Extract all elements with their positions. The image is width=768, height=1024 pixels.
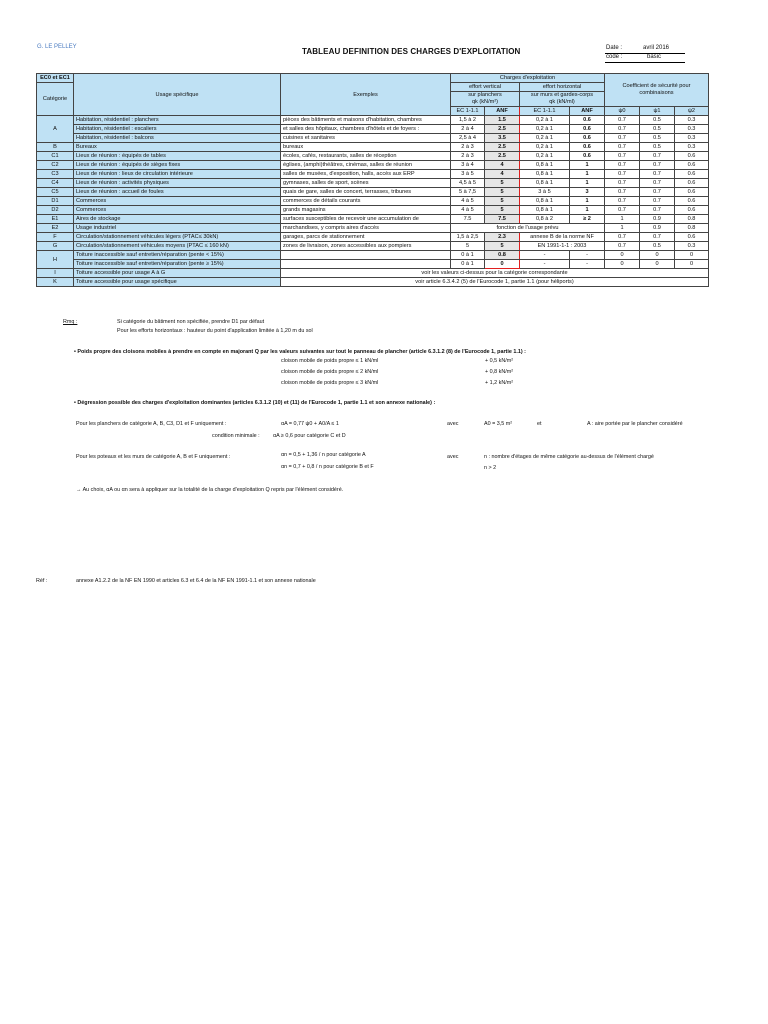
psi0-cell: 0.7 bbox=[605, 206, 640, 215]
rmq-label: Rmq : bbox=[63, 319, 78, 325]
table-row bbox=[37, 242, 709, 251]
ec-vertical: 5 à 7,5 bbox=[451, 188, 485, 197]
ec-horizontal: - bbox=[520, 260, 570, 269]
rmq-line-1: Si catégorie du bâtiment non spécifiée, prendre D1 par défaut bbox=[117, 319, 265, 325]
anf-horizontal: 1 bbox=[570, 206, 605, 215]
header-categorie: Catégorie bbox=[37, 83, 74, 116]
usage-cell: Habitation, résidentiel : balcons bbox=[74, 134, 281, 143]
ec-horizontal: 0,8 à 2 bbox=[520, 215, 570, 224]
usage-cell: Toiture accessible pour usage spécifique bbox=[74, 278, 281, 287]
table-row bbox=[37, 161, 709, 170]
anf-vertical: 5 bbox=[485, 179, 520, 188]
cloison-3-value: + 1,2 kN/m² bbox=[485, 380, 514, 386]
header-ec11-v: EC 1-1.1 bbox=[451, 107, 485, 116]
cat-cell: C4 bbox=[37, 179, 74, 188]
anf-horizontal: 1 bbox=[570, 179, 605, 188]
header-murs: sur murs et gardes-corps qk (kN/ml) bbox=[520, 92, 605, 107]
psi0-cell: 1 bbox=[605, 224, 640, 233]
condition-label: condition minimale : bbox=[212, 433, 260, 439]
anf-vertical: 2.3 bbox=[485, 233, 520, 242]
psi2-cell: 0.6 bbox=[675, 188, 709, 197]
table-row bbox=[37, 251, 709, 260]
ec-vertical: 1,5 à 2 bbox=[451, 116, 485, 125]
usage-cell: Commerces bbox=[74, 197, 281, 206]
anf-horizontal: 1 bbox=[570, 161, 605, 170]
ec-vertical: 4,5 à 5 bbox=[451, 179, 485, 188]
example-cell: surfaces susceptibles de recevoir une accumulation de bbox=[281, 215, 451, 224]
anf-vertical: 2.5 bbox=[485, 143, 520, 152]
psi1-cell: 0.5 bbox=[640, 242, 675, 251]
ec-vertical: 4 à 5 bbox=[451, 197, 485, 206]
psi0-cell: 0.7 bbox=[605, 197, 640, 206]
ec-vertical: 1,5 à 2,5 bbox=[451, 233, 485, 242]
header-psi2: ψ2 bbox=[675, 107, 709, 116]
table-row bbox=[37, 206, 709, 215]
example-cell: bureaux bbox=[281, 143, 451, 152]
usage-cell: Toiture accessible pour usage A à G bbox=[74, 269, 281, 278]
poteaux-label: Pour les poteaux et les murs de catégorie A, B et F uniquement : bbox=[76, 454, 231, 460]
date-label: Date : bbox=[606, 45, 623, 51]
header-effort-v: effort vertical bbox=[451, 83, 520, 92]
psi0-cell: 0.7 bbox=[605, 161, 640, 170]
table-row bbox=[37, 188, 709, 197]
table-row bbox=[37, 125, 709, 134]
choice-note: → Au choix, αA ou αn sera à appliquer sur la totalité de la charge d'exploitation Q repris par l'élément considéré. bbox=[76, 487, 344, 493]
psi1-cell: 0.7 bbox=[640, 170, 675, 179]
anf-vertical: 3.5 bbox=[485, 134, 520, 143]
ec-vertical: 2 à 4 bbox=[451, 125, 485, 134]
anf-vertical: 0 bbox=[485, 260, 520, 269]
psi0-cell: 0 bbox=[605, 260, 640, 269]
cat-cell: D1 bbox=[37, 197, 74, 206]
usage-cell: Lieux de réunion : accueil de foules bbox=[74, 188, 281, 197]
psi0-cell: 0.7 bbox=[605, 170, 640, 179]
anf-horizontal: 0.6 bbox=[570, 152, 605, 161]
header-psi1: ψ1 bbox=[640, 107, 675, 116]
psi0-cell: 0.7 bbox=[605, 134, 640, 143]
table-row bbox=[37, 197, 709, 206]
header-ec11-h: EC 1-1.1 bbox=[520, 107, 570, 116]
example-cell bbox=[281, 251, 451, 260]
poteaux-avec: avec bbox=[447, 454, 459, 460]
psi1-cell: 0.9 bbox=[640, 215, 675, 224]
psi2-cell: 0.8 bbox=[675, 224, 709, 233]
psi1-cell: 0.5 bbox=[640, 143, 675, 152]
e2-fonction-cell: fonction de l'usage prévu bbox=[451, 224, 605, 233]
example-cell: pièces des bâtiments et maisons d'habitation, chambres bbox=[281, 116, 451, 125]
example-cell: salles de musées, d'exposition, halls, accès aux ERP bbox=[281, 170, 451, 179]
ref-label: Réf : bbox=[36, 578, 48, 584]
ec-vertical: 4 à 5 bbox=[451, 206, 485, 215]
annexe-b-cell: annexe B de la norme NF bbox=[520, 233, 605, 242]
degression-title: • Dégression possible des charges d'exploitation dominantes (articles 6.3.1.2 (10) et (11) de l'Eurocode 1, partie 1.1 et son annexe nationale) : bbox=[74, 400, 436, 406]
planchers-a0: A0 = 3,5 m² bbox=[484, 421, 513, 427]
psi1-cell: 0.7 bbox=[640, 161, 675, 170]
psi1-cell: 0.5 bbox=[640, 125, 675, 134]
usage-cell: Usage industriel bbox=[74, 224, 281, 233]
ec-vertical: 3 à 4 bbox=[451, 161, 485, 170]
ec-horizontal: 3 à 5 bbox=[520, 188, 570, 197]
table-row bbox=[37, 278, 709, 287]
psi0-cell: 0.7 bbox=[605, 242, 640, 251]
poteaux-n: n : nombre d'étages de même catégorie au-dessus de l'élément chargé bbox=[484, 454, 654, 460]
anf-vertical: 7.5 bbox=[485, 215, 520, 224]
anf-horizontal: 1 bbox=[570, 170, 605, 179]
psi0-cell: 0 bbox=[605, 251, 640, 260]
header-psi0: ψ0 bbox=[605, 107, 640, 116]
psi1-cell: 0.7 bbox=[640, 188, 675, 197]
usage-cell: Toiture inaccessible sauf entretien/réparation (pente ≥ 15%) bbox=[74, 260, 281, 269]
example-cell: écoles, cafés, restaurants, salles de réception bbox=[281, 152, 451, 161]
planchers-a: A : aire portée par le plancher considéré bbox=[587, 421, 683, 427]
table-row bbox=[37, 269, 709, 278]
example-cell: cuisines et sanitaires bbox=[281, 134, 451, 143]
psi2-cell: 0.3 bbox=[675, 134, 709, 143]
cat-cell: B bbox=[37, 143, 74, 152]
cat-cell: I bbox=[37, 269, 74, 278]
psi2-cell: 0 bbox=[675, 260, 709, 269]
usage-cell: Lieux de réunion : activités physiques bbox=[74, 179, 281, 188]
example-cell: grands magasins bbox=[281, 206, 451, 215]
poteaux-n-cond: n > 2 bbox=[484, 465, 497, 471]
anf-vertical: 0.8 bbox=[485, 251, 520, 260]
anf-vertical: 2.5 bbox=[485, 125, 520, 134]
example-cell: garages, parcs de stationnement bbox=[281, 233, 451, 242]
cat-cell: E1 bbox=[37, 215, 74, 224]
rmq-line-2: Pour les efforts horizontaux : hauteur du point d'application limitée à 1,20 m du sol bbox=[117, 328, 313, 334]
poteaux-formula-2: αn = 0,7 + 0,8 / n pour catégorie B et F bbox=[281, 464, 374, 470]
usage-cell: Lieux de réunion : équipés de sièges fixes bbox=[74, 161, 281, 170]
cat-cell: F bbox=[37, 233, 74, 242]
psi0-cell: 0.7 bbox=[605, 143, 640, 152]
ec-vertical: 2 à 3 bbox=[451, 143, 485, 152]
ec-vertical: 0 à 1 bbox=[451, 251, 485, 260]
psi0-cell: 0.7 bbox=[605, 116, 640, 125]
psi2-cell: 0.6 bbox=[675, 170, 709, 179]
psi0-cell: 0.7 bbox=[605, 179, 640, 188]
ref-text: annexe A1.2.2 de la NF EN 1990 et articles 6.3 et 6.4 de la NF EN 1991-1.1 et son annexe nationale bbox=[76, 578, 316, 584]
psi2-cell: 0.3 bbox=[675, 143, 709, 152]
psi2-cell: 0.6 bbox=[675, 206, 709, 215]
psi1-cell: 0.5 bbox=[640, 134, 675, 143]
i-note-cell: voir les valeurs ci-dessus pour la catégorie correspondante bbox=[281, 269, 709, 278]
usage-cell: Habitation, résidentiel : planchers bbox=[74, 116, 281, 125]
ec-vertical: 0 à 1 bbox=[451, 260, 485, 269]
usage-cell: Circulation/stationnement véhicules moyens (PTAC ≤ 160 kN) bbox=[74, 242, 281, 251]
cat-cell: G bbox=[37, 242, 74, 251]
planchers-avec: avec bbox=[447, 421, 459, 427]
ec-horizontal: 0,2 à 1 bbox=[520, 125, 570, 134]
table-row bbox=[37, 116, 709, 125]
usage-cell: Bureaux bbox=[74, 143, 281, 152]
code-underline bbox=[605, 62, 685, 63]
usage-cell: Lieux de réunion : lieux de circulation intérieure bbox=[74, 170, 281, 179]
charges-table bbox=[36, 73, 709, 287]
page-title: TABLEAU DEFINITION DES CHARGES D'EXPLOITATION bbox=[302, 47, 521, 56]
anf-vertical: 4 bbox=[485, 170, 520, 179]
psi2-cell: 0.3 bbox=[675, 242, 709, 251]
example-cell: quais de gare, salles de concert, terrasses, tribunes bbox=[281, 188, 451, 197]
header-effort-h: effort horizontal bbox=[520, 83, 605, 92]
anf-horizontal: 0.6 bbox=[570, 134, 605, 143]
usage-cell: Habitation, résidentiel : escaliers bbox=[74, 125, 281, 134]
psi1-cell: 0 bbox=[640, 251, 675, 260]
k-note-cell: voir article 6.3.4.2 (5) de l'Eurocode 1, partie 1.1 (pour héliports) bbox=[281, 278, 709, 287]
header-coef: Coefficient de sécurité pour combinaisons bbox=[605, 74, 709, 107]
cat-cell: A bbox=[37, 116, 74, 143]
cat-cell: C5 bbox=[37, 188, 74, 197]
ec-horizontal: 0,2 à 1 bbox=[520, 152, 570, 161]
date-value: avril 2016 bbox=[643, 45, 670, 51]
author-name: G. LE PELLEY bbox=[37, 44, 77, 50]
ec-vertical: 3 à 5 bbox=[451, 170, 485, 179]
header-anf-h: ANF bbox=[570, 107, 605, 116]
usage-cell: Aires de stockage bbox=[74, 215, 281, 224]
psi1-cell: 0.5 bbox=[640, 116, 675, 125]
anf-horizontal: - bbox=[570, 260, 605, 269]
anf-horizontal: 0.6 bbox=[570, 125, 605, 134]
anf-vertical: 5 bbox=[485, 197, 520, 206]
table-row bbox=[37, 233, 709, 242]
cat-cell: E2 bbox=[37, 224, 74, 233]
psi2-cell: 0.6 bbox=[675, 152, 709, 161]
psi1-cell: 0.7 bbox=[640, 179, 675, 188]
cloison-2: cloison mobile de poids propre ≤ 2 kN/ml bbox=[281, 369, 379, 375]
cat-cell: C3 bbox=[37, 170, 74, 179]
psi2-cell: 0.8 bbox=[675, 215, 709, 224]
example-cell: commerces de détails courants bbox=[281, 197, 451, 206]
header-anf-v: ANF bbox=[485, 107, 520, 116]
table-row bbox=[37, 143, 709, 152]
ec-horizontal: 0,8 à 1 bbox=[520, 179, 570, 188]
table-row bbox=[37, 260, 709, 269]
anf-horizontal: 3 bbox=[570, 188, 605, 197]
planchers-formula: αA = 0,77 ψ0 + A0/A ≤ 1 bbox=[281, 421, 339, 427]
code-value: basic bbox=[647, 54, 662, 60]
cloison-3: cloison mobile de poids propre ≤ 3 kN/ml bbox=[281, 380, 379, 386]
anf-horizontal: - bbox=[570, 251, 605, 260]
example-cell: gymnases, salles de sport, scènes bbox=[281, 179, 451, 188]
header-usage: Usage spécifique bbox=[74, 74, 281, 116]
ec-vertical: 7.5 bbox=[451, 215, 485, 224]
anf-vertical: 5 bbox=[485, 188, 520, 197]
anf-horizontal: 0.6 bbox=[570, 116, 605, 125]
poteaux-formula-1: αn = 0,5 + 1,36 / n pour catégorie A bbox=[281, 452, 366, 458]
anf-vertical: 1.5 bbox=[485, 116, 520, 125]
cat-cell: H bbox=[37, 251, 74, 269]
ec-horizontal: 0,2 à 1 bbox=[520, 143, 570, 152]
anf-horizontal: 1 bbox=[570, 197, 605, 206]
psi1-cell: 0.7 bbox=[640, 233, 675, 242]
psi1-cell: 0.9 bbox=[640, 224, 675, 233]
psi2-cell: 0.6 bbox=[675, 161, 709, 170]
annexe-b-cell: EN 1991-1-1 : 2003 bbox=[520, 242, 605, 251]
ec-horizontal: 0,8 à 1 bbox=[520, 197, 570, 206]
header-charges: Charges d'exploitation bbox=[451, 74, 605, 83]
anf-horizontal: ≥ 2 bbox=[570, 215, 605, 224]
ec-horizontal: - bbox=[520, 251, 570, 260]
usage-cell: Lieux de réunion : équipés de tables bbox=[74, 152, 281, 161]
psi2-cell: 0.3 bbox=[675, 116, 709, 125]
ec-horizontal: 0,2 à 1 bbox=[520, 116, 570, 125]
usage-cell: Commerces bbox=[74, 206, 281, 215]
usage-cell: Toiture inaccessible sauf entretien/réparation (pente < 15%) bbox=[74, 251, 281, 260]
example-cell: zones de livraison, zones accessibles aux pompiers bbox=[281, 242, 451, 251]
psi0-cell: 1 bbox=[605, 215, 640, 224]
cat-cell: C1 bbox=[37, 152, 74, 161]
cat-cell: K bbox=[37, 278, 74, 287]
anf-vertical: 2.5 bbox=[485, 152, 520, 161]
ec-vertical: 2 à 3 bbox=[451, 152, 485, 161]
psi2-cell: 0.6 bbox=[675, 233, 709, 242]
psi1-cell: 0.7 bbox=[640, 206, 675, 215]
psi0-cell: 0.7 bbox=[605, 152, 640, 161]
psi2-cell: 0.6 bbox=[675, 179, 709, 188]
psi1-cell: 0.7 bbox=[640, 197, 675, 206]
header-exemples: Exemples bbox=[281, 74, 451, 116]
ec-vertical: 2,5 à 4 bbox=[451, 134, 485, 143]
code-label: code : bbox=[606, 54, 623, 60]
psi0-cell: 0.7 bbox=[605, 125, 640, 134]
psi2-cell: 0.6 bbox=[675, 197, 709, 206]
cloisons-title: • Poids propre des cloisons mobiles à prendre en compte en majorant Q par les valeurs suivantes sur tout le panneau de plancher (article 6.3.1.2 (8) de l'Eurocode 1, partie 1.1) : bbox=[74, 349, 526, 355]
psi2-cell: 0.3 bbox=[675, 125, 709, 134]
anf-vertical: 5 bbox=[485, 206, 520, 215]
cloison-1: cloison mobile de poids propre ≤ 1 kN/ml bbox=[281, 358, 379, 364]
cloison-2-value: + 0,8 kN/m² bbox=[485, 369, 514, 375]
psi0-cell: 0.7 bbox=[605, 233, 640, 242]
psi1-cell: 0 bbox=[640, 260, 675, 269]
ec-horizontal: 0,8 à 1 bbox=[520, 161, 570, 170]
example-cell bbox=[281, 260, 451, 269]
psi1-cell: 0.7 bbox=[640, 152, 675, 161]
ec-horizontal: 0,8 à 1 bbox=[520, 170, 570, 179]
planchers-label: Pour les planchers de catégorie A, B, C3, D1 et F uniquement : bbox=[76, 421, 227, 427]
cat-cell: D2 bbox=[37, 206, 74, 215]
example-cell: marchandises, y compris aires d'accès bbox=[281, 224, 451, 233]
psi2-cell: 0 bbox=[675, 251, 709, 260]
example-cell: et salles des hôpitaux, chambres d'hôtels et de foyers : bbox=[281, 125, 451, 134]
psi0-cell: 0.7 bbox=[605, 188, 640, 197]
ec-horizontal: 0,2 à 1 bbox=[520, 134, 570, 143]
header-ec: EC0 et EC1 bbox=[37, 74, 74, 83]
anf-vertical: 4 bbox=[485, 161, 520, 170]
condition-formula: αA ≥ 0,6 pour catégorie C et D bbox=[273, 433, 346, 439]
table-row bbox=[37, 134, 709, 143]
planchers-et: et bbox=[537, 421, 542, 427]
table-row bbox=[37, 224, 709, 233]
table-row bbox=[37, 152, 709, 161]
cloison-1-value: + 0,5 kN/m² bbox=[485, 358, 514, 364]
ec-vertical: 5 bbox=[451, 242, 485, 251]
table-row bbox=[37, 215, 709, 224]
anf-vertical: 5 bbox=[485, 242, 520, 251]
cat-cell: C2 bbox=[37, 161, 74, 170]
table-row bbox=[37, 179, 709, 188]
table-row bbox=[37, 170, 709, 179]
ec-horizontal: 0,8 à 1 bbox=[520, 206, 570, 215]
example-cell: églises, (amphi)théâtres, cinémas, salles de réunion bbox=[281, 161, 451, 170]
header-planchers: sur planchers qk (kN/m²) bbox=[451, 92, 520, 107]
usage-cell: Circulation/stationnement véhicules légers (PTAC≤ 30kN) bbox=[74, 233, 281, 242]
anf-horizontal: 0.6 bbox=[570, 143, 605, 152]
